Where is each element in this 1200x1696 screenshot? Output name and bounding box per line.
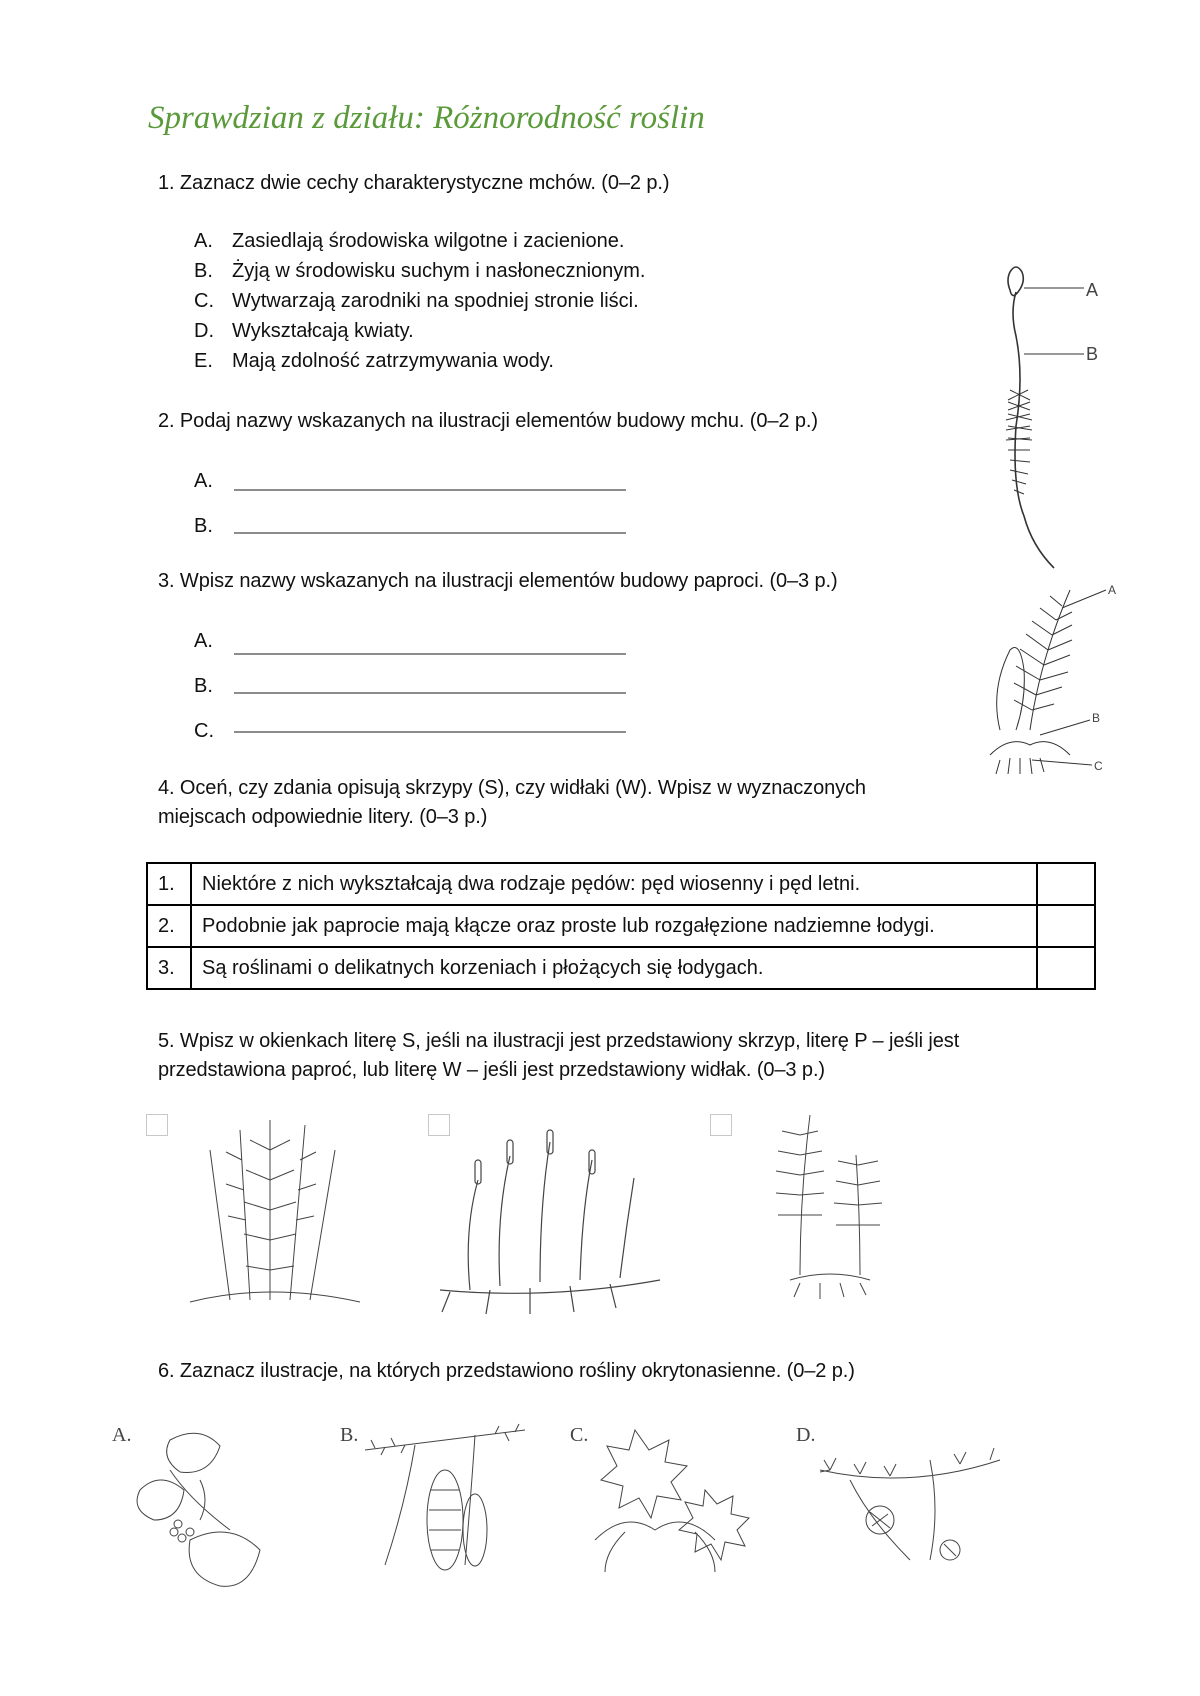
- q3-answer-line-b[interactable]: [234, 692, 626, 694]
- table-row: [147, 863, 1095, 905]
- option-text: Zasiedlają środowiska wilgotne i zacienione.: [232, 230, 625, 252]
- q5-checkbox-3[interactable]: [710, 1114, 732, 1136]
- table-row: [147, 947, 1095, 989]
- fern-illustration: [760, 1105, 910, 1305]
- q1-option-b[interactable]: [194, 260, 646, 283]
- option-text: Wytwarzają zarodniki na spodniej stronie liści.: [232, 290, 639, 312]
- table-row: [147, 905, 1095, 947]
- moss-illustration: [980, 260, 1110, 570]
- q6-label-c[interactable]: C.: [570, 1424, 589, 1446]
- linden-illustration: [130, 1420, 300, 1590]
- larch-illustration: [810, 1420, 1010, 1590]
- question-3: 3. Wpisz nazwy wskazanych na ilustracji elementów budowy paproci. (0–3 p.): [158, 570, 838, 592]
- row-number: 2.: [147, 905, 191, 947]
- q3-blank-label-a: A.: [194, 630, 213, 652]
- q5-checkbox-1[interactable]: [146, 1114, 168, 1136]
- answer-cell[interactable]: [1037, 905, 1095, 947]
- option-letter: D.: [194, 320, 214, 342]
- q3-answer-line-a[interactable]: [234, 653, 626, 655]
- moss-label-b: B: [1086, 344, 1099, 364]
- q1-option-a[interactable]: [194, 230, 624, 253]
- option-letter: A.: [194, 230, 213, 252]
- page-title: Sprawdzian z działu: Różnorodność roślin: [148, 100, 705, 136]
- row-number: 1.: [147, 863, 191, 905]
- fern-label-a: A: [1108, 583, 1117, 597]
- clubmoss-illustration: [430, 1130, 670, 1330]
- q1-option-d[interactable]: [194, 320, 414, 343]
- fern-label-b: B: [1092, 711, 1101, 725]
- question-2: 2. Podaj nazwy wskazanych na ilustracji elementów budowy mchu. (0–2 p.): [158, 410, 818, 432]
- row-statement: Są roślinami o delikatnych korzeniach i płożących się łodygach.: [191, 947, 1037, 989]
- moss-label-a: A: [1086, 280, 1099, 300]
- question-1: 1. Zaznacz dwie cechy charakterystyczne mchów. (0–2 p.): [158, 172, 670, 194]
- q2-answer-line-b[interactable]: [234, 532, 626, 534]
- row-statement: Podobnie jak paprocie mają kłącze oraz proste lub rozgałęzione nadziemne łodygi.: [191, 905, 1037, 947]
- question-4-line-2: miejscach odpowiednie litery. (0–3 p.): [158, 806, 488, 828]
- question-5-line-2: przedstawiona paproć, lub literę W – jeśli jest przedstawiony widłak. (0–3 p.): [158, 1059, 825, 1081]
- fern-label-c: C: [1094, 759, 1103, 773]
- option-text: Mają zdolność zatrzymywania wody.: [232, 350, 554, 372]
- option-letter: C.: [194, 290, 214, 312]
- q6-label-d[interactable]: D.: [796, 1424, 816, 1446]
- q3-blank-label-b: B.: [194, 675, 213, 697]
- q1-option-e[interactable]: [194, 350, 554, 373]
- option-text: Żyją w środowisku suchym i nasłonecznionym.: [232, 260, 646, 282]
- answer-cell[interactable]: [1037, 947, 1095, 989]
- q2-blank-label-b: B.: [194, 515, 213, 537]
- question-4-line-1: 4. Oceń, czy zdania opisują skrzypy (S), czy widłaki (W). Wpisz w wyznaczonych: [158, 777, 866, 799]
- answer-cell[interactable]: [1037, 863, 1095, 905]
- spruce-illustration: [355, 1420, 535, 1590]
- option-text: Wykształcają kwiaty.: [232, 320, 414, 342]
- row-number: 3.: [147, 947, 191, 989]
- q1-option-c[interactable]: [194, 290, 639, 313]
- q6-label-a[interactable]: A.: [112, 1424, 132, 1446]
- fern-illustration: [970, 580, 1120, 780]
- option-letter: B.: [194, 260, 213, 282]
- q3-blank-label-c: C.: [194, 720, 214, 742]
- option-letter: E.: [194, 350, 213, 372]
- q3-answer-line-c[interactable]: [234, 731, 626, 733]
- q4-table: [146, 862, 1096, 990]
- horsetail-illustration: [180, 1110, 360, 1310]
- row-statement: Niektóre z nich wykształcają dwa rodzaje pędów: pęd wiosenny i pęd letni.: [191, 863, 1037, 905]
- q2-blank-label-a: A.: [194, 470, 213, 492]
- question-6: 6. Zaznacz ilustracje, na których przedstawiono rośliny okrytonasienne. (0–2 p.): [158, 1360, 855, 1382]
- question-5-line-1: 5. Wpisz w okienkach literę S, jeśli na ilustracji jest przedstawiony skrzyp, literę P – jeśli jest: [158, 1030, 960, 1052]
- q6-label-b[interactable]: B.: [340, 1424, 359, 1446]
- q2-answer-line-a[interactable]: [234, 489, 626, 491]
- maple-illustration: [585, 1420, 765, 1590]
